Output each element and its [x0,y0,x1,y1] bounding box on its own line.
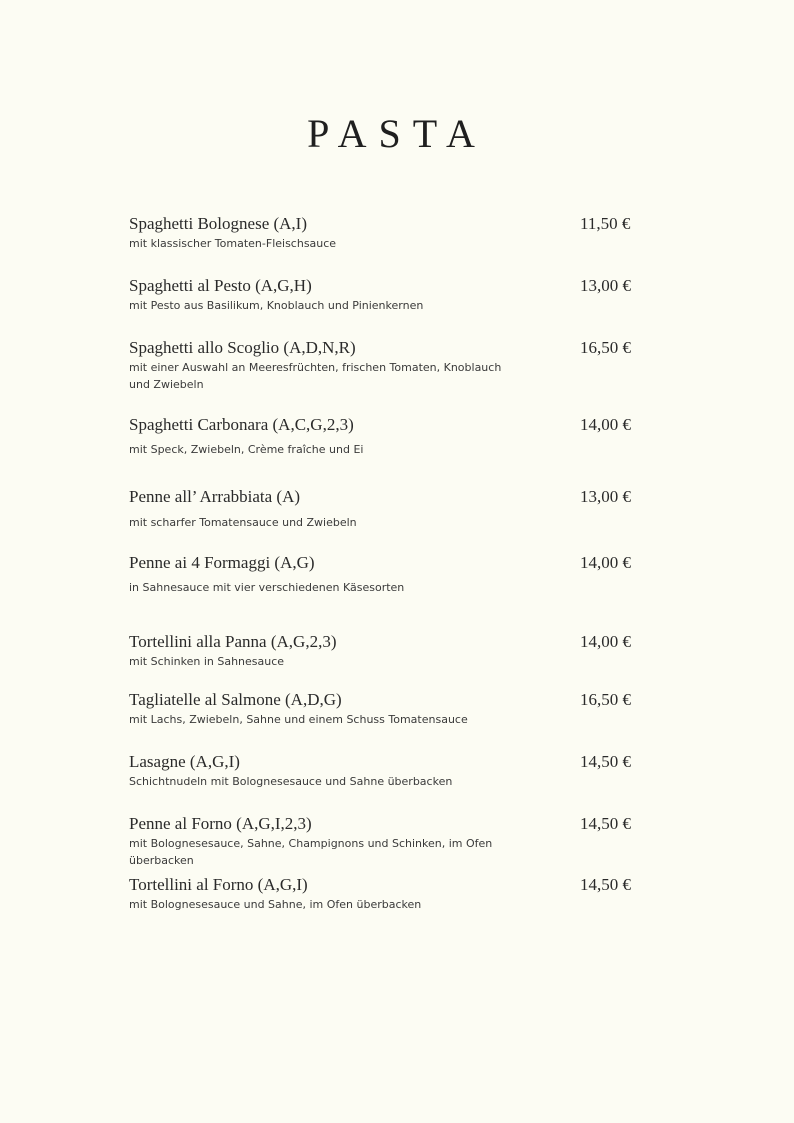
menu-item-name: Tortellini al Forno (A,G,I) [129,875,308,894]
menu-item [129,415,649,458]
menu-item-price: 13,00 € [580,487,631,506]
menu-item-name: Spaghetti Carbonara (A,C,G,2,3) [129,415,354,434]
menu-item [129,814,649,869]
menu-item-description: mit Pesto aus Basilikum, Knoblauch und Pinienkernen [129,299,424,312]
menu-item-price: 11,50 € [580,214,631,233]
menu-item-price: 14,00 € [580,553,631,572]
menu-item [129,553,649,596]
menu-title: PASTA [307,111,487,156]
menu-item [129,632,649,670]
menu-item [129,338,649,393]
menu-item [129,487,649,531]
menu-item-name: Spaghetti Bolognese (A,I) [129,214,307,233]
menu-item-description: mit Bolognesesauce, Sahne, Champignons und Schinken, im Ofen überbacken [129,837,493,867]
menu-item-price: 14,50 € [580,752,631,771]
menu-item [129,875,649,913]
menu-item-name: Spaghetti allo Scoglio (A,D,N,R) [129,338,356,357]
menu-item [129,276,649,314]
menu-item-price: 16,50 € [580,338,631,357]
menu-item-description: mit scharfer Tomatensauce und Zwiebeln [129,516,357,529]
menu-item-price: 13,00 € [580,276,631,295]
menu-item-description: mit Lachs, Zwiebeln, Sahne und einem Schuss Tomatensauce [129,713,468,726]
menu-item-name: Tagliatelle al Salmone (A,D,G) [129,690,342,709]
menu-item-description: mit Schinken in Sahnesauce [129,655,285,668]
menu-item-description: in Sahnesauce mit vier verschiedenen Käsesorten [129,581,405,594]
menu-item-name: Lasagne (A,G,I) [129,752,240,771]
menu-item-description: mit Speck, Zwiebeln, Crème fraîche und Ei [129,443,364,456]
menu-item-name: Penne all’ Arrabbiata (A) [129,487,301,506]
menu-item-price: 14,00 € [580,415,631,434]
menu-item-description: mit einer Auswahl an Meeresfrüchten, frischen Tomaten, Knoblauch und Zwiebeln [129,361,502,391]
menu-item-price: 14,00 € [580,632,631,651]
menu-item-description: mit Bolognesesauce und Sahne, im Ofen überbacken [129,898,422,911]
menu-item [129,752,649,790]
menu-item-name: Penne ai 4 Formaggi (A,G) [129,553,315,572]
menu-item-price: 16,50 € [580,690,631,709]
menu-item-description: mit klassischer Tomaten-Fleischsauce [129,237,337,250]
menu-item-price: 14,50 € [580,814,631,833]
menu-item-description: Schichtnudeln mit Bolognesesauce und Sahne überbacken [129,775,453,788]
menu-item-price: 14,50 € [580,875,631,894]
menu-item [129,690,649,728]
menu-item-name: Penne al Forno (A,G,I,2,3) [129,814,312,833]
menu-item-name: Spaghetti al Pesto (A,G,H) [129,276,312,295]
menu-item [129,214,649,252]
menu-item-name: Tortellini alla Panna (A,G,2,3) [129,632,337,651]
